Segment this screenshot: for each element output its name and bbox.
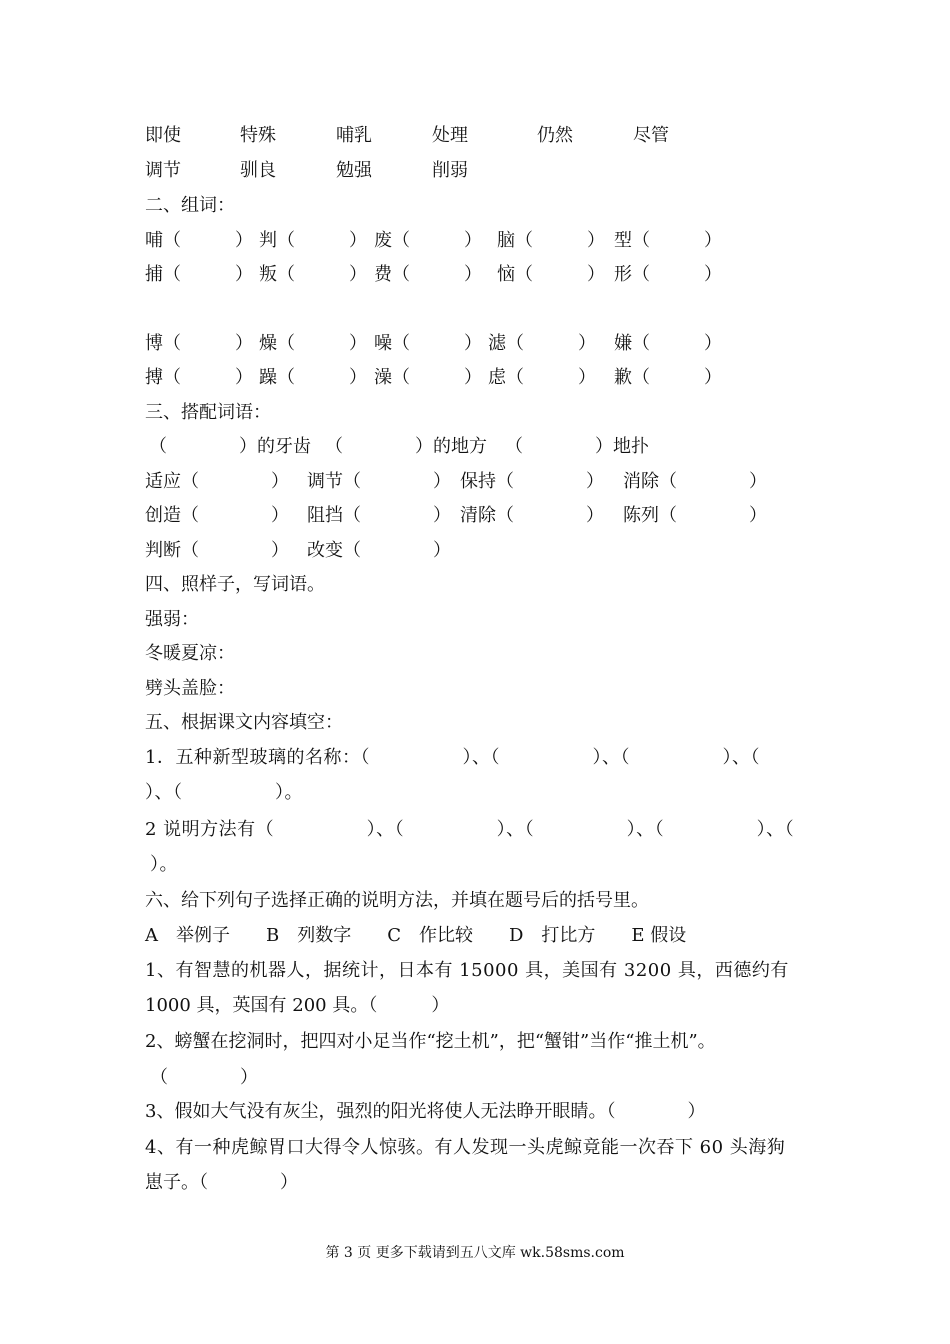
vocab-word: 哺乳 bbox=[336, 125, 372, 146]
match-item: 阻挡（ ） bbox=[307, 505, 451, 526]
section-5-title: 五、根据课文内容填空： bbox=[145, 712, 343, 733]
pattern-item: 劈头盖脸： bbox=[145, 678, 235, 699]
method-question-3: 3、假如大气没有灰尘，强烈的阳光将使人无法睁开眼睛。（ ） bbox=[145, 1101, 706, 1122]
word-group-item: 躁（ ） bbox=[259, 367, 367, 388]
match-item: 创造（ ） bbox=[145, 505, 289, 526]
fill-question-2-line-1: 2 说明方法有（ ）、（ ）、（ ）、（ ）、（ bbox=[145, 819, 795, 840]
section-4-title: 四、照样子，写词语。 bbox=[145, 574, 325, 595]
match-item: 判断（ ） bbox=[145, 540, 289, 561]
fill-question-1-line-1: 1．五种新型玻璃的名称：（ ）、（ ）、（ ）、（ bbox=[145, 747, 760, 768]
page-footer: 第 3 页 更多下载请到五八文库 wk.58sms.com bbox=[325, 1245, 625, 1261]
method-question-4-line-2: 崽子。（ ） bbox=[145, 1172, 298, 1193]
word-group-item: 燥（ ） bbox=[259, 333, 367, 354]
match-item: 陈列（ ） bbox=[623, 505, 767, 526]
method-question-2-line-1: 2、螃蟹在挖洞时，把四对小足当作“挖土机”，把“蟹钳”当作“推土机”。 bbox=[145, 1031, 716, 1052]
word-group-item: 脑（ ） bbox=[497, 230, 605, 251]
method-question-1-line-1: 1、有智慧的机器人，据统计，日本有 15000 具，美国有 3200 具，西德约有 bbox=[145, 960, 789, 981]
vocab-word: 仍然 bbox=[537, 125, 573, 146]
word-group-item: 型（ ） bbox=[614, 230, 722, 251]
word-group-item: 形（ ） bbox=[614, 264, 722, 285]
fill-question-1-line-2: ）、（ ）。 bbox=[145, 782, 303, 803]
match-item: 适应（ ） bbox=[145, 471, 289, 492]
word-group-item: 恼（ ） bbox=[497, 264, 605, 285]
match-item: （ ）的牙齿 bbox=[149, 436, 311, 457]
vocab-word: 尽管 bbox=[633, 125, 669, 146]
match-item: 调节（ ） bbox=[307, 471, 451, 492]
word-group-item: 捕（ ） bbox=[145, 264, 253, 285]
match-item: 改变（ ） bbox=[307, 540, 451, 561]
word-group-item: 叛（ ） bbox=[259, 264, 367, 285]
vocab-word: 调节 bbox=[145, 160, 181, 181]
method-question-1-line-2: 1000 具，英国有 200 具。（ ） bbox=[145, 995, 450, 1016]
word-group-item: 判（ ） bbox=[259, 230, 367, 251]
vocab-word: 特殊 bbox=[240, 125, 276, 146]
fill-question-2-line-2: ）。 bbox=[150, 854, 178, 875]
match-item: 消除（ ） bbox=[623, 471, 767, 492]
method-question-2-line-2: （ ） bbox=[150, 1067, 258, 1088]
word-group-item: 嫌（ ） bbox=[614, 333, 722, 354]
word-group-item: 搏（ ） bbox=[145, 367, 253, 388]
vocab-word: 即使 bbox=[145, 125, 181, 146]
match-item: （ ）的地方 bbox=[325, 436, 487, 457]
method-options: A 举例子 B 列数字 C 作比较 D 打比方 E 假设 bbox=[145, 925, 687, 946]
vocab-word: 处理 bbox=[432, 125, 468, 146]
match-item: 清除（ ） bbox=[460, 505, 604, 526]
word-group-item: 哺（ ） bbox=[145, 230, 253, 251]
method-question-4-line-1: 4、有一种虎鲸胃口大得令人惊骇。有人发现一头虎鲸竟能一次吞下 60 头海狗 bbox=[145, 1137, 786, 1158]
word-group-item: 澡（ ） bbox=[374, 367, 482, 388]
word-group-item: 虑（ ） bbox=[488, 367, 596, 388]
vocab-word: 削弱 bbox=[432, 160, 468, 181]
match-item: 保持（ ） bbox=[460, 471, 604, 492]
section-3-title: 三、搭配词语： bbox=[145, 402, 271, 423]
pattern-item: 强弱： bbox=[145, 609, 199, 630]
section-6-title: 六、给下列句子选择正确的说明方法，并填在题号后的括号里。 bbox=[145, 890, 649, 911]
pattern-item: 冬暖夏凉： bbox=[145, 643, 235, 664]
word-group-item: 歉（ ） bbox=[614, 367, 722, 388]
section-2-title: 二、组词： bbox=[145, 195, 235, 216]
word-group-item: 费（ ） bbox=[374, 264, 482, 285]
word-group-item: 博（ ） bbox=[145, 333, 253, 354]
word-group-item: 噪（ ） bbox=[374, 333, 482, 354]
vocab-word: 驯良 bbox=[240, 160, 276, 181]
match-item: （ ）地扑 bbox=[505, 436, 649, 457]
word-group-item: 废（ ） bbox=[374, 230, 482, 251]
word-group-item: 滤（ ） bbox=[488, 333, 596, 354]
vocab-word: 勉强 bbox=[336, 160, 372, 181]
